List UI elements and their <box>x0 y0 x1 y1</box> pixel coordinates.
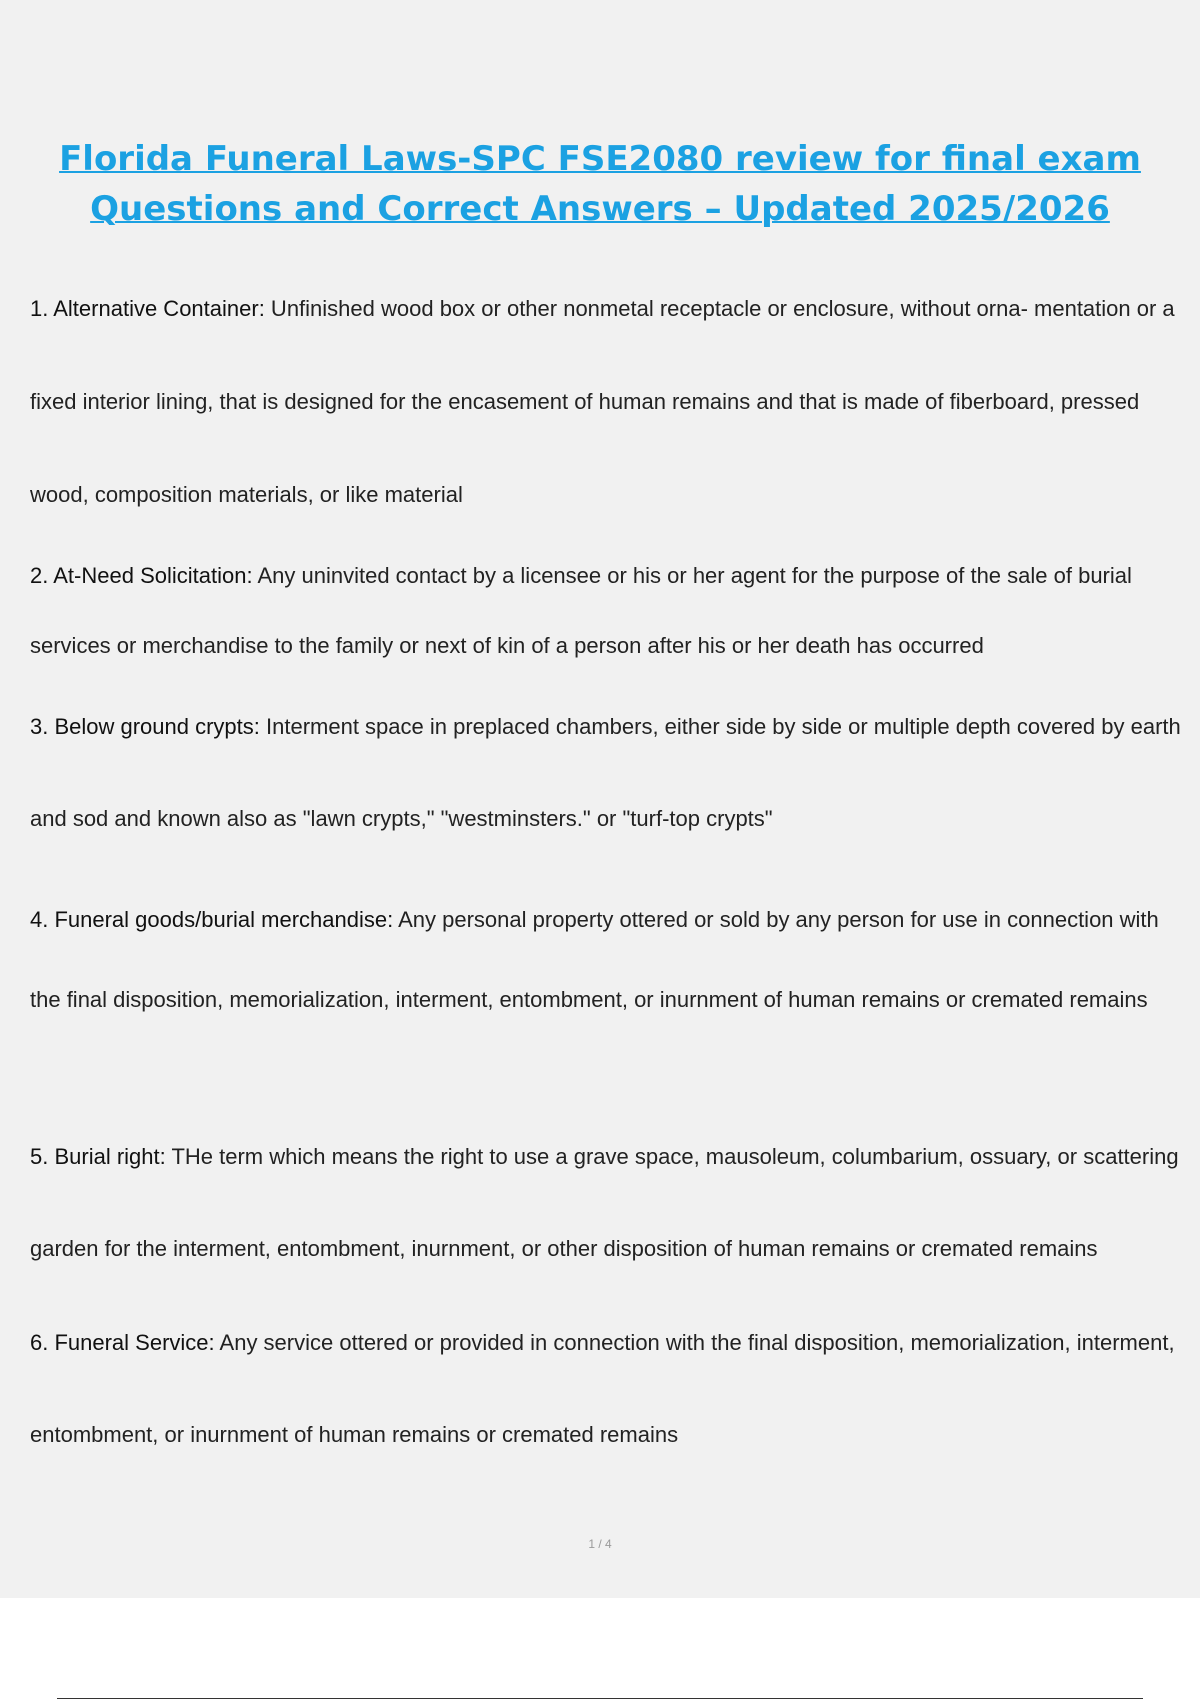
item-term: 4. Funeral goods/burial merchandise: <box>30 907 394 932</box>
divider <box>57 1698 1143 1699</box>
item-term: 3. Below ground crypts: <box>30 714 260 739</box>
list-item <box>30 681 1185 865</box>
item-definition: Interment space in preplaced chambers, either side by side or multiple depth covered by earth and sod and known also as "lawn crypts," "westminsters." or "turf-top crypts" <box>30 714 1181 831</box>
item-term: 1. Alternative Container: <box>30 296 265 321</box>
item-definition: Any service ottered or provided in connection with the final disposition, memorialization, interment, entombment, or inurnment of human remains or cremated remains <box>30 1330 1175 1447</box>
document-title <box>40 134 1160 234</box>
list-item <box>30 262 1185 541</box>
item-definition: THe term which means the right to use a grave space, mausoleum, columbarium, ossuary, or scattering garden for the interment, entombment, inurnment, or other disposition of human remains or cremated remains <box>30 1144 1179 1261</box>
title-line-2: Questions and Correct Answers – Updated 2025/2026 <box>90 189 1110 229</box>
item-definition: Unfinished wood box or other nonmetal receptacle or enclosure, without orna- mentation or a fixed interior lining, that is designed for the encasement of human remains and that is made of fiberboard, pressed wood, composition materials, or like material <box>30 296 1175 507</box>
list-item <box>30 1297 1185 1481</box>
list-item <box>30 880 1185 1040</box>
item-term: 5. Burial right: <box>30 1144 166 1169</box>
item-definition: Any uninvited contact by a licensee or his or her agent for the purpose of the sale of burial services or merchandise to the family or next of kin of a person after his or her death has occurred <box>30 563 1132 658</box>
list-item <box>30 1111 1185 1295</box>
item-term: 6. Funeral Service: <box>30 1330 215 1355</box>
title-line-1: Florida Funeral Laws-SPC FSE2080 review for final exam <box>59 139 1141 179</box>
page-number: 1 / 4 <box>588 1537 612 1551</box>
item-term: 2. At-Need Solicitation: <box>30 563 253 588</box>
list-item <box>30 541 1185 681</box>
item-definition: Any personal property ottered or sold by any person for use in connection with the final disposition, memorialization, interment, entombment, or inurnment of human remains or cremated remains <box>30 907 1159 1012</box>
